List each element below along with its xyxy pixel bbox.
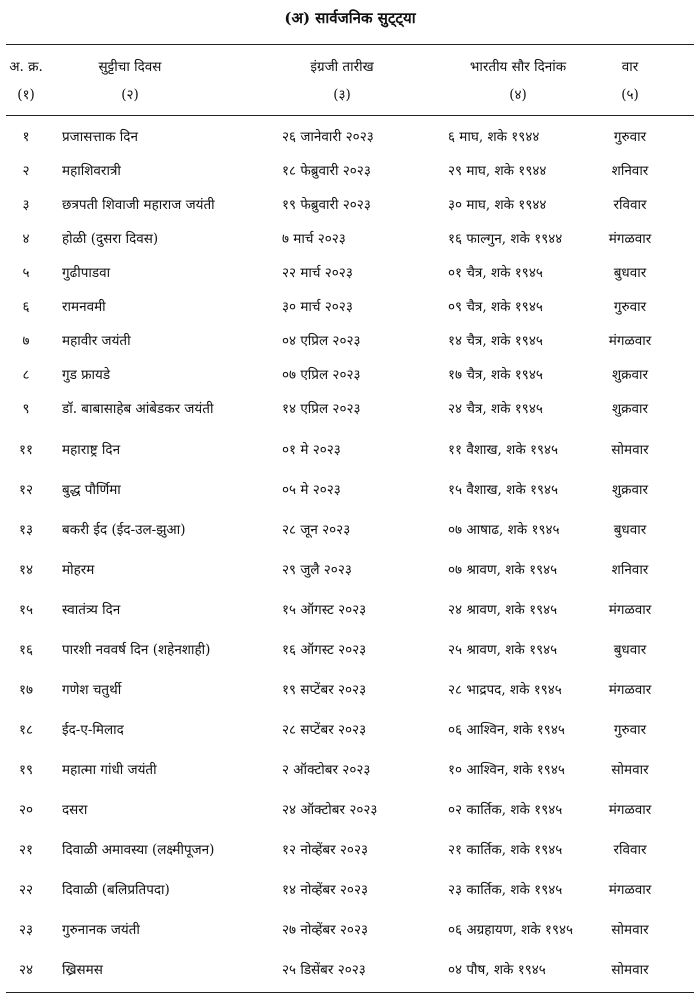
- saka-date: २५ श्रावण, शके १९४५: [448, 642, 558, 658]
- weekday: मंगळवार: [608, 333, 652, 349]
- serial-no: २: [22, 163, 30, 179]
- table-row: [0, 561, 700, 585]
- header-col-number-2: (२): [121, 87, 139, 103]
- holiday-name: महात्मा गांधी जयंती: [62, 762, 157, 778]
- english-date: १२ नोव्हेंबर २०२३: [282, 842, 368, 858]
- weekday: मंगळवार: [608, 802, 652, 818]
- saka-date: ०७ श्रावण, शके १९४५: [448, 562, 558, 578]
- weekday: सोमवार: [611, 962, 649, 978]
- header-col-number-3: (३): [333, 87, 351, 103]
- serial-no: १: [22, 129, 30, 145]
- header-weekday: वार: [621, 59, 639, 75]
- table-row: [0, 264, 700, 288]
- serial-no: २१: [18, 842, 34, 858]
- saka-date: ०६ आश्विन, शके १९४५: [448, 722, 565, 738]
- weekday: रविवार: [613, 842, 647, 858]
- serial-no: ३: [22, 197, 30, 213]
- header-col-number-5: (५): [621, 87, 639, 103]
- english-date: ७ मार्च २०२३: [282, 231, 346, 247]
- holiday-name: गुरुनानक जयंती: [62, 922, 140, 938]
- serial-no: ८: [22, 367, 30, 383]
- header-col-number-1: (१): [17, 87, 35, 103]
- table-bottom-rule: [6, 992, 694, 993]
- saka-date: २४ श्रावण, शके १९४५: [448, 602, 558, 618]
- table-row: [0, 162, 700, 186]
- serial-no: ६: [22, 299, 30, 315]
- holiday-name: महाराष्ट्र दिन: [62, 442, 121, 458]
- serial-no: २३: [18, 922, 34, 938]
- holiday-name: गुढीपाडवा: [62, 265, 111, 281]
- english-date: २२ मार्च २०२३: [282, 265, 353, 281]
- table-row: [0, 921, 700, 945]
- saka-date: १४ चैत्र, शके १९४५: [448, 333, 543, 349]
- weekday: बुधवार: [613, 522, 647, 538]
- english-date: २६ जानेवारी २०२३: [282, 129, 374, 145]
- english-date: १६ ऑगस्ट २०२३: [282, 642, 367, 658]
- saka-date: २८ भाद्रपद, शके १९४५: [448, 682, 562, 698]
- english-date: २७ नोव्हेंबर २०२३: [282, 922, 368, 938]
- english-date: २८ सप्टेंबर २०२३: [282, 722, 367, 738]
- serial-no: १६: [18, 642, 34, 658]
- table-row: [0, 841, 700, 865]
- table-row: [0, 128, 700, 152]
- weekday: शुक्रवार: [611, 482, 649, 498]
- holiday-name: दिवाळी अमावस्या (लक्ष्मीपूजन): [62, 842, 215, 858]
- saka-date: ०९ चैत्र, शके १९४५: [448, 299, 543, 315]
- holiday-name: बकरी ईद (ईद-उल-झुआ): [62, 522, 186, 538]
- serial-no: ५: [22, 265, 30, 281]
- english-date: २५ डिसेंबर २०२३: [282, 962, 366, 978]
- table-row: [0, 721, 700, 745]
- english-date: ०१ मे २०२३: [282, 442, 341, 458]
- table-row: [0, 332, 700, 356]
- weekday: शुक्रवार: [611, 367, 649, 383]
- holiday-name: ख्रिसमस: [62, 962, 103, 978]
- holiday-name: मोहरम: [62, 562, 95, 578]
- holiday-name: गणेश चतुर्थी: [62, 682, 122, 698]
- weekday: सोमवार: [611, 762, 649, 778]
- english-date: १४ एप्रिल २०२३: [282, 401, 361, 417]
- weekday: मंगळवार: [608, 231, 652, 247]
- weekday: सोमवार: [611, 922, 649, 938]
- weekday: मंगळवार: [608, 882, 652, 898]
- saka-date: २१ कार्तिक, शके १९४५: [448, 842, 563, 858]
- saka-date: २३ कार्तिक, शके १९४५: [448, 882, 563, 898]
- saka-date: ३० माघ, शके १९४४: [448, 197, 547, 213]
- weekday: सोमवार: [611, 442, 649, 458]
- weekday: गुरुवार: [613, 722, 647, 738]
- saka-date: १० आश्विन, शके १९४५: [448, 762, 565, 778]
- holiday-name: बुद्ध पौर्णिमा: [62, 482, 121, 498]
- weekday: गुरुवार: [613, 129, 647, 145]
- saka-date: १७ चैत्र, शके १९४५: [448, 367, 543, 383]
- weekday: शनिवार: [611, 562, 649, 578]
- weekday: गुरुवार: [613, 299, 647, 315]
- holiday-name: ईद-ए-मिलाद: [62, 722, 124, 738]
- serial-no: १८: [18, 722, 34, 738]
- table-row: [0, 441, 700, 465]
- english-date: ०७ एप्रिल २०२३: [282, 367, 361, 383]
- holiday-name: प्रजासत्ताक दिन: [62, 129, 138, 145]
- saka-date: २९ माघ, शके १९४४: [448, 163, 547, 179]
- header-english-date: इंग्रजी तारीख: [310, 59, 374, 75]
- serial-no: ११: [18, 442, 34, 458]
- saka-date: ०२ कार्तिक, शके १९४५: [448, 802, 563, 818]
- serial-no: १७: [18, 682, 34, 698]
- table-row: [0, 641, 700, 665]
- english-date: १५ ऑगस्ट २०२३: [282, 602, 367, 618]
- saka-date: ०४ पौष, शके १९४५: [448, 962, 546, 978]
- weekday: बुधवार: [613, 265, 647, 281]
- english-date: ०५ मे २०२३: [282, 482, 341, 498]
- serial-no: २०: [18, 802, 34, 818]
- table-row: [0, 366, 700, 390]
- table-row: [0, 196, 700, 220]
- table-row: [0, 681, 700, 705]
- weekday: मंगळवार: [608, 682, 652, 698]
- english-date: १४ नोव्हेंबर २०२३: [282, 882, 368, 898]
- english-date: १९ फेब्रुवारी २०२३: [282, 197, 371, 213]
- saka-date: ०१ चैत्र, शके १९४५: [448, 265, 543, 281]
- table-row: [0, 298, 700, 322]
- serial-no: १५: [18, 602, 34, 618]
- english-date: ३० मार्च २०२३: [282, 299, 353, 315]
- holiday-name: छत्रपती शिवाजी महाराज जयंती: [62, 197, 215, 213]
- weekday: मंगळवार: [608, 602, 652, 618]
- serial-no: ७: [22, 333, 30, 349]
- saka-date: ०७ आषाढ, शके १९४५: [448, 522, 560, 538]
- holiday-name: रामनवमी: [62, 299, 106, 315]
- table-row: [0, 521, 700, 545]
- weekday: बुधवार: [613, 642, 647, 658]
- table-row: [0, 961, 700, 985]
- serial-no: २४: [18, 962, 34, 978]
- serial-no: ९: [22, 401, 30, 417]
- saka-date: ११ वैशाख, शके १९४५: [448, 442, 559, 458]
- header-col-number-4: (४): [509, 87, 527, 103]
- holiday-name: होळी (दुसरा दिवस): [62, 231, 159, 247]
- serial-no: ४: [22, 231, 30, 247]
- serial-no: १२: [18, 482, 34, 498]
- saka-date: ६ माघ, शके १९४४: [448, 129, 540, 145]
- english-date: १८ फेब्रुवारी २०२३: [282, 163, 371, 179]
- header-bottom-rule: [6, 115, 694, 116]
- saka-date: १६ फाल्गुन, शके १९४४: [448, 231, 563, 247]
- saka-date: ०६ अग्रहायण, शके १९४५: [448, 922, 574, 938]
- english-date: २८ जून २०२३: [282, 522, 351, 538]
- table-row: [0, 801, 700, 825]
- holiday-name: दिवाळी (बलिप्रतिपदा): [62, 882, 170, 898]
- holiday-name: डॉ. बाबासाहेब आंबेडकर जयंती: [62, 401, 214, 417]
- holiday-name: पारशी नववर्ष दिन (शहेनशाही): [62, 642, 211, 658]
- header-holiday-name: सुट्टीचा दिवस: [98, 59, 162, 75]
- page-title: (अ) सार्वजनिक सुट्ट्या: [284, 9, 416, 27]
- holiday-name: महावीर जयंती: [62, 333, 131, 349]
- serial-no: २२: [18, 882, 34, 898]
- english-date: २९ जुलै २०२३: [282, 562, 352, 578]
- weekday: रविवार: [613, 197, 647, 213]
- serial-no: १४: [18, 562, 34, 578]
- table-row: [0, 481, 700, 505]
- english-date: २४ ऑक्टोबर २०२३: [282, 802, 378, 818]
- serial-no: १३: [18, 522, 34, 538]
- serial-no: १९: [18, 762, 34, 778]
- holiday-name: गुड फ्रायडे: [62, 367, 111, 383]
- holiday-name: स्वातंत्र्य दिन: [62, 602, 121, 618]
- english-date: ०४ एप्रिल २०२३: [282, 333, 361, 349]
- weekday: शुक्रवार: [611, 401, 649, 417]
- weekday: शनिवार: [611, 163, 649, 179]
- holiday-name: महाशिवरात्री: [62, 163, 121, 179]
- holiday-name: दसरा: [62, 802, 88, 818]
- english-date: २ ऑक्टोबर २०२३: [282, 762, 371, 778]
- header-saka-date: भारतीय सौर दिनांक: [469, 59, 567, 75]
- table-row: [0, 761, 700, 785]
- table-row: [0, 230, 700, 254]
- header-top-rule: [6, 44, 694, 45]
- header-serial-no: अ. क्र.: [9, 59, 43, 75]
- saka-date: २४ चैत्र, शके १९४५: [448, 401, 543, 417]
- table-row: [0, 601, 700, 625]
- table-row: [0, 881, 700, 905]
- saka-date: १५ वैशाख, शके १९४५: [448, 482, 559, 498]
- english-date: १९ सप्टेंबर २०२३: [282, 682, 367, 698]
- table-row: [0, 400, 700, 424]
